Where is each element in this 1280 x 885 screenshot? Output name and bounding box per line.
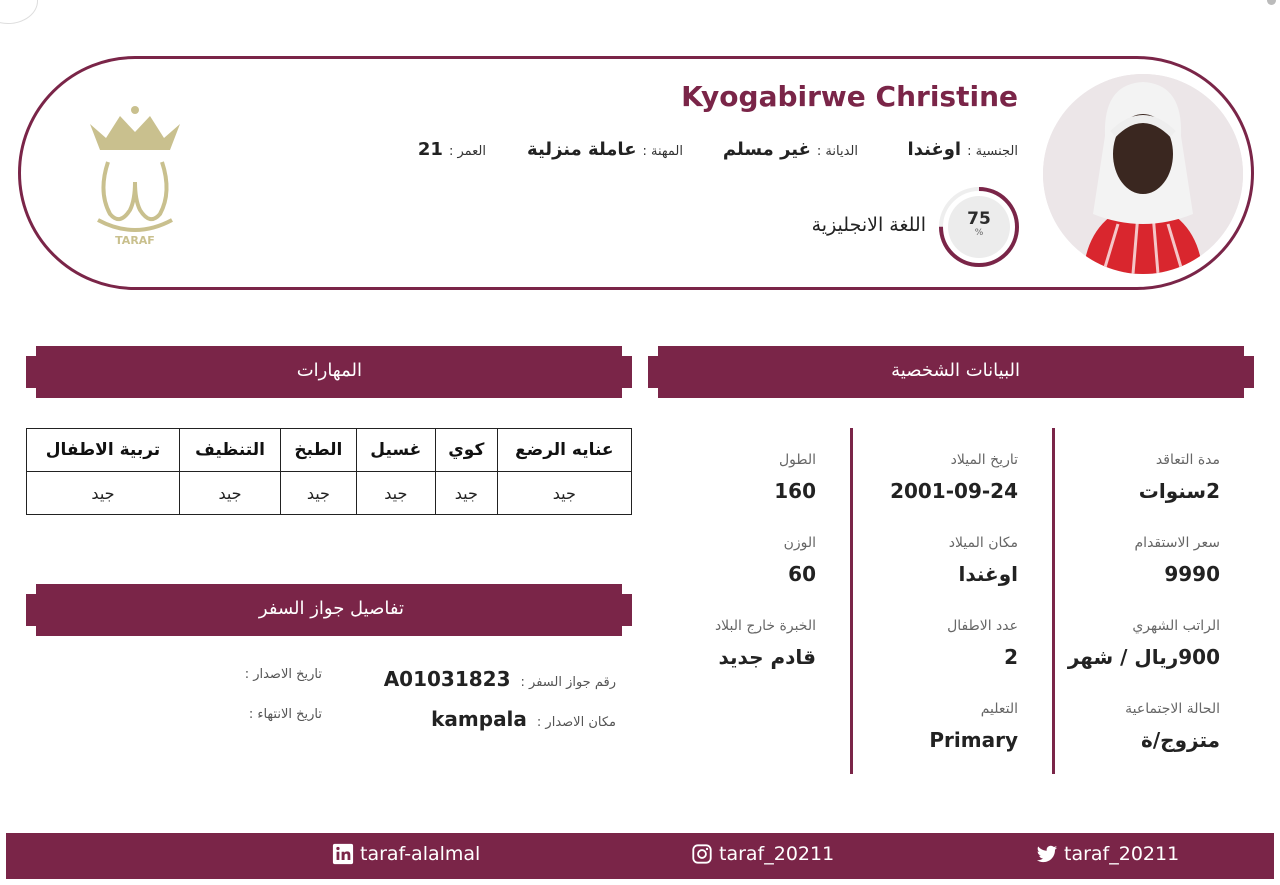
skills-value-row xyxy=(27,472,632,515)
birthplace-label: مكان الميلاد xyxy=(948,535,1018,551)
job-value: عاملة منزلية xyxy=(527,139,637,160)
skills-table xyxy=(26,428,632,515)
children-label: عدد الاطفال xyxy=(947,618,1018,634)
age-label: العمر : xyxy=(448,144,486,159)
expiry-date-field xyxy=(249,707,322,722)
birthdate-label: تاريخ الميلاد xyxy=(950,452,1018,468)
linkedin-handle: taraf-alalmal xyxy=(360,843,481,865)
scroll-indicator xyxy=(1267,0,1276,5)
experience-field xyxy=(715,617,816,669)
percent-sign: % xyxy=(974,228,984,238)
nationality-label: الجنسية : xyxy=(967,144,1018,159)
education-value: Primary xyxy=(929,728,1018,752)
instagram-icon xyxy=(691,843,713,865)
issue-place-label: مكان الاصدار : xyxy=(536,715,616,730)
issue-place-field xyxy=(431,707,616,731)
contract-label: مدة التعاقد xyxy=(1155,452,1220,468)
experience-value: قادم جديد xyxy=(718,645,816,669)
skill-level: جيد xyxy=(27,472,180,515)
skill-header: تربية الاطفال xyxy=(27,429,180,472)
linkedin-icon xyxy=(332,843,354,865)
skill-header: التنظيف xyxy=(179,429,280,472)
issue-place-value: kampala xyxy=(431,707,527,731)
age-value: 21 xyxy=(417,139,443,160)
religion-info xyxy=(723,139,858,160)
skill-header: غسيل xyxy=(356,429,435,472)
skill-header: عنايه الرضع xyxy=(497,429,631,472)
marital-value: متزوج/ة xyxy=(1141,728,1220,752)
height-value: 160 xyxy=(774,479,816,503)
skill-level: جيد xyxy=(356,472,435,515)
weight-field xyxy=(784,534,816,586)
skill-level: جيد xyxy=(435,472,497,515)
skills-section-header xyxy=(26,346,632,398)
column-divider xyxy=(850,428,853,774)
children-value: 2 xyxy=(1004,645,1018,669)
passport-number-value: A01031823 xyxy=(383,667,511,691)
linkedin-link[interactable] xyxy=(332,843,480,865)
height-label: الطول xyxy=(778,452,816,468)
price-value: 9990 xyxy=(1164,562,1220,586)
passport-section-title: تفاصيل جواز السفر xyxy=(258,598,404,619)
candidate-name: Kyogabirwe Christine xyxy=(681,80,1018,113)
instagram-link[interactable] xyxy=(691,843,834,865)
skill-level: جيد xyxy=(497,472,631,515)
religion-label: الديانة : xyxy=(816,144,858,159)
profile-photo xyxy=(1043,74,1243,274)
skills-section-title: المهارات xyxy=(296,360,362,381)
language-label: اللغة الانجليزية xyxy=(811,214,926,236)
height-field xyxy=(774,451,816,503)
birthplace-field xyxy=(949,534,1018,586)
taraf-logo xyxy=(84,102,186,248)
salary-field xyxy=(1068,617,1220,669)
skill-level: جيد xyxy=(179,472,280,515)
religion-value: غير مسلم xyxy=(722,139,811,160)
twitter-link[interactable] xyxy=(1036,843,1179,865)
nationality-info xyxy=(908,139,1018,160)
age-info xyxy=(418,139,486,160)
passport-section-header xyxy=(26,584,632,636)
personal-section-header xyxy=(648,346,1254,398)
twitter-handle: taraf_20211 xyxy=(1064,843,1180,865)
experience-label: الخبرة خارج البلاد xyxy=(714,618,816,634)
logo-wordmark: TARAF xyxy=(115,234,155,247)
contract-value: 2سنوات xyxy=(1138,479,1220,503)
personal-section-title: البيانات الشخصية xyxy=(891,360,1020,381)
birthplace-value: اوغندا xyxy=(958,562,1018,586)
education-label: التعليم xyxy=(980,701,1018,717)
price-label: سعر الاستقدام xyxy=(1134,535,1220,551)
salary-value: 900ريال / شهر xyxy=(1067,645,1220,669)
birthdate-field xyxy=(890,451,1018,503)
price-field xyxy=(1135,534,1220,586)
language-percent xyxy=(948,196,1010,258)
issue-date-field xyxy=(245,667,322,682)
column-divider xyxy=(1052,428,1055,774)
nationality-value: اوغندا xyxy=(907,139,962,160)
passport-number-field xyxy=(384,667,616,691)
twitter-icon xyxy=(1036,843,1058,865)
language-percent-value: 75 xyxy=(967,209,991,229)
weight-label: الوزن xyxy=(783,535,816,551)
skill-header: الطبخ xyxy=(281,429,357,472)
skill-header: كوي xyxy=(435,429,497,472)
children-field xyxy=(947,617,1018,669)
skill-level: جيد xyxy=(281,472,357,515)
job-label: المهنة : xyxy=(642,144,683,159)
birthdate-value: 2001-09-24 xyxy=(890,479,1018,503)
footer-bar xyxy=(6,833,1274,879)
instagram-handle: taraf_20211 xyxy=(719,843,835,865)
marital-label: الحالة الاجتماعية xyxy=(1125,701,1220,717)
education-field xyxy=(929,700,1018,752)
issue-date-label: تاريخ الاصدار : xyxy=(244,667,322,682)
job-info xyxy=(527,139,683,160)
contract-field xyxy=(1139,451,1220,503)
expiry-date-label: تاريخ الانتهاء : xyxy=(248,707,322,722)
skills-header-row xyxy=(27,429,632,472)
weight-value: 60 xyxy=(788,562,816,586)
corner-decoration xyxy=(0,0,38,24)
passport-number-label: رقم جواز السفر : xyxy=(520,675,616,690)
marital-field xyxy=(1125,700,1220,752)
salary-label: الراتب الشهري xyxy=(1132,618,1220,634)
